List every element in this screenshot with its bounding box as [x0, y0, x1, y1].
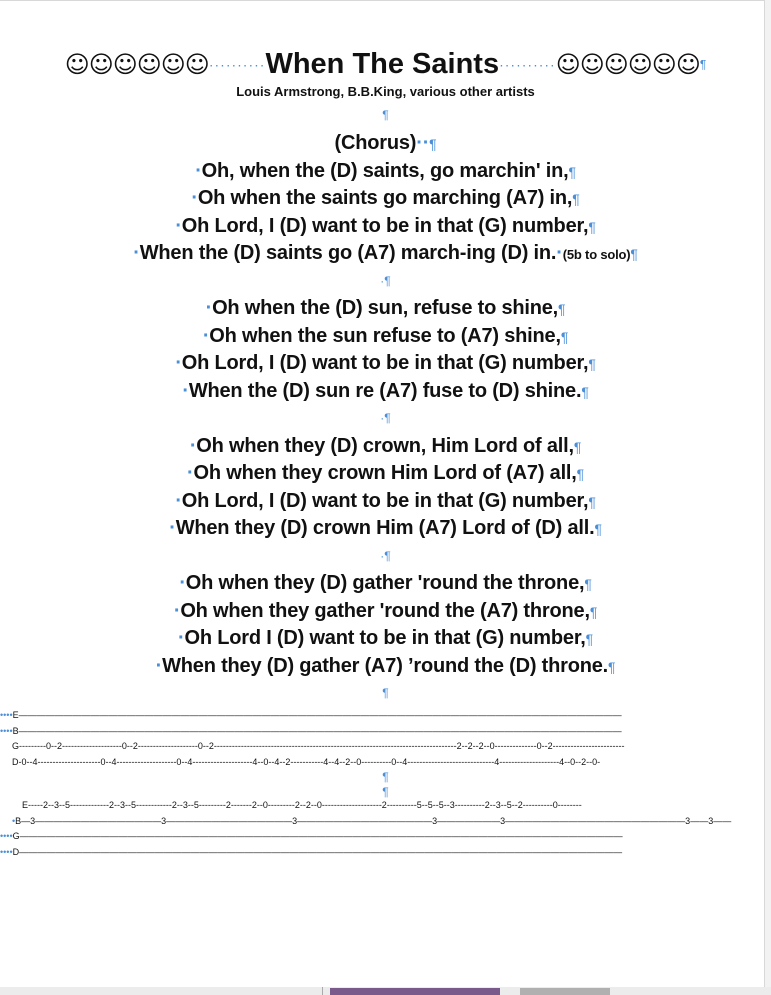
lyric-line: ·Oh Lord, I (D) want to be in that (G) number,¶ [175, 489, 596, 512]
lyric-line: ·Oh when they crown Him Lord of (A7) all,¶ [187, 462, 584, 484]
pilcrow-icon: ·¶ [380, 548, 391, 563]
lyric-line: ·Oh Lord I (D) want to be in that (G) number,¶ [178, 627, 593, 649]
tab-leader-dots-2: ·········· [499, 56, 556, 73]
pilcrow-icon: ·¶ [380, 273, 391, 288]
chorus-label: (Chorus)··¶ [334, 132, 437, 154]
lyrics [0, 130, 771, 708]
lyric-line: ·When they (D) gather (A7) ’round the (D) throne.¶ [155, 654, 616, 677]
verse [0, 130, 771, 268]
pilcrow-icon: ¶ [699, 57, 707, 72]
lyric-line: ·Oh Lord, I (D) want to be in that (G) number,¶ [175, 352, 596, 374]
lyric-line: ·Oh when they (D) crown, Him Lord of all,¶ [189, 434, 582, 457]
tab-string-d: ••••D——————————————————————————————————————————————————————————————————— [0, 846, 623, 857]
tab-string-g: G---------0--2--------------------0--2--------------------0--2---------------------------------------------------------------------------------2--2--2--0--------------0--2------------------------ [12, 741, 625, 751]
pilcrow-icon: ¶ [382, 785, 389, 799]
artist-credits [0, 84, 771, 99]
tab-string-b: •B—3——————————————3——————————————3———————————————3———————3————————————————————3——3—— [12, 815, 732, 826]
lyric-line: ·When the (D) saints go (A7) march-ing (D) in.·(5b to solo)¶ [133, 242, 638, 264]
artist-credits-text: Louis Armstrong, B.B.King, various other artists [236, 84, 535, 99]
verse [0, 295, 771, 405]
lyric-line: ·Oh when the sun refuse to (A7) shine,¶ [202, 324, 569, 347]
tab-string-b: ••••B——————————————————————————————————————————————————————————————————— [0, 725, 622, 736]
strip-divider [322, 987, 323, 995]
tab-string-g: ••••G——————————————————————————————————————————————————————————————————— [0, 831, 623, 841]
pilcrow-icon: ·¶ [380, 411, 391, 425]
verse [0, 433, 771, 543]
guitar-tab-block-1 [0, 708, 764, 770]
lyric-line: ·When the (D) sun re (A7) fuse to (D) shine.¶ [182, 379, 589, 402]
background-window-thumb [330, 988, 500, 995]
smiley-icons-right: ☺☺☺☺☺☺ [555, 50, 700, 79]
smiley-icons-left: ☺☺☺☺☺☺ [64, 50, 209, 79]
lyric-line: ·Oh when they gather 'round the (A7) throne,¶ [173, 599, 598, 622]
title-line [0, 48, 771, 84]
lyric-line: ·Oh, when the (D) saints, go marchin' in,¶ [195, 159, 576, 182]
lyric-line: ·Oh when they (D) gather 'round the throne,¶ [179, 572, 592, 594]
page-title: When The Saints [265, 48, 500, 80]
background-window-thumb-2 [520, 988, 610, 995]
lyric-line: ·Oh when the saints go marching (A7) in,¶ [191, 187, 580, 209]
lyric-line: ·When they (D) crown Him (A7) Lord of (D) all.¶ [169, 517, 602, 539]
lyric-line: ·Oh when the (D) sun, refuse to shine,¶ [205, 297, 566, 319]
pilcrow-icon: ¶ [382, 108, 389, 122]
tab-string-e: E-----2--3--5-------------2--3--5------------2--3--5---------2-------2--0---------2--2--0--------------------2----------5--5--5--3----------2--3--5--2----------0-------- [22, 800, 582, 810]
guitar-tab-block-2 [0, 798, 764, 860]
pilcrow-icon: ¶ [382, 686, 389, 700]
verse [0, 570, 771, 680]
lyric-line: ·Oh Lord, I (D) want to be in that (G) number,¶ [175, 214, 596, 237]
tab-string-d: D-0--4---------------------0--4--------------------0--4--------------------4--0--4--2-----------4--4--2--0----------0--4-----------------------------4--------------------4--0--2--0- [12, 756, 601, 767]
bottom-strip [0, 987, 771, 995]
solo-note: (5b to solo) [562, 247, 631, 262]
tab-leader-dots: ·········· [208, 56, 266, 73]
pilcrow-icon: ¶ [382, 770, 389, 784]
tab-string-e: ••••E——————————————————————————————————————————————————————————————————— [0, 710, 622, 720]
